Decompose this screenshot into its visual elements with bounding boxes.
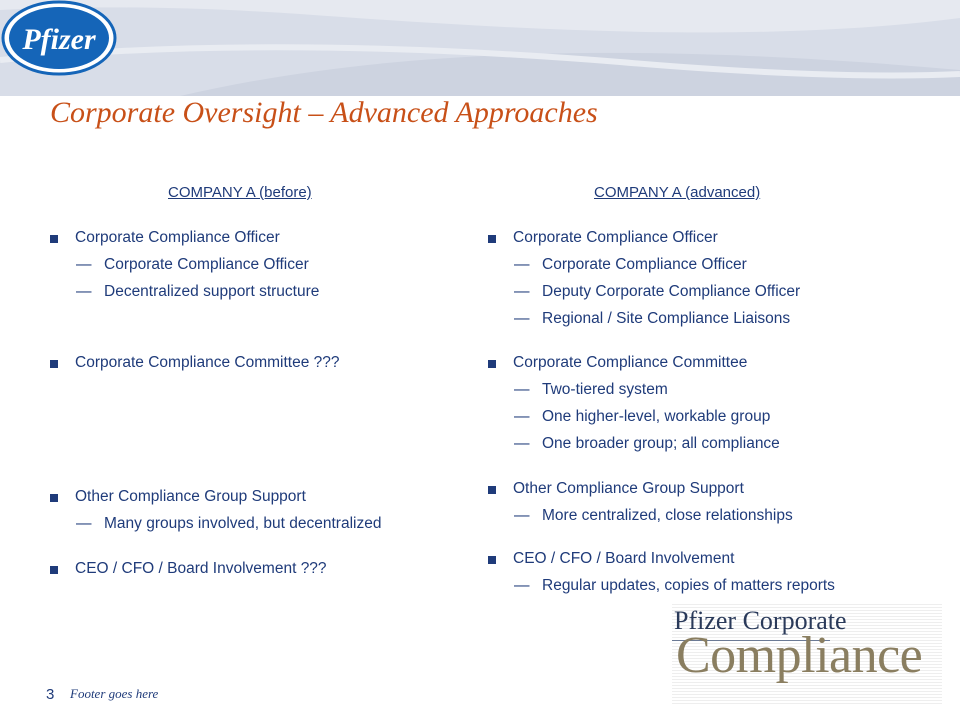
column-heading-advanced: COMPANY A (advanced) xyxy=(594,184,761,201)
bullet-label: Corporate Compliance Committee ??? xyxy=(75,354,340,371)
bullet-label: Corporate Compliance Officer xyxy=(75,229,280,246)
bullet-square-icon xyxy=(488,235,496,243)
sub-label: Two-tiered system xyxy=(542,381,668,398)
compliance-logo-line2: Compliance xyxy=(676,627,923,684)
sub-label: Deputy Corporate Compliance Officer xyxy=(542,283,801,300)
dash-marker: — xyxy=(76,515,92,532)
sub-label: Corporate Compliance Officer xyxy=(104,256,309,273)
sub-label: Regular updates, copies of matters reports xyxy=(542,577,835,594)
pfizer-logo xyxy=(0,0,118,76)
dash-marker: — xyxy=(514,577,530,594)
sub-label: Corporate Compliance Officer xyxy=(542,256,747,273)
bullet-label: Corporate Compliance Committee xyxy=(513,354,748,371)
sub-label: One broader group; all compliance xyxy=(542,435,780,452)
page-title: Corporate Oversight – Advanced Approaches xyxy=(50,96,598,129)
bullet-square-icon xyxy=(50,235,58,243)
dash-marker: — xyxy=(514,256,530,273)
bullet-square-icon xyxy=(488,556,496,564)
dash-marker: — xyxy=(514,408,530,425)
page-number: 3 xyxy=(46,686,55,703)
bullet-label: Other Compliance Group Support xyxy=(513,480,744,497)
dash-marker: — xyxy=(514,283,530,300)
sub-label: Regional / Site Compliance Liaisons xyxy=(542,310,791,327)
bullet-label: CEO / CFO / Board Involvement xyxy=(513,550,735,567)
column-heading-before: COMPANY A (before) xyxy=(168,184,312,201)
sub-label: One higher-level, workable group xyxy=(542,408,771,425)
dash-marker: — xyxy=(76,256,92,273)
header-band xyxy=(0,0,960,96)
bullet-square-icon xyxy=(488,486,496,494)
bullet-square-icon xyxy=(50,566,58,574)
dash-marker: — xyxy=(514,435,530,452)
dash-marker: — xyxy=(514,310,530,327)
pfizer-corporate-compliance-logo xyxy=(672,604,942,704)
dash-marker: — xyxy=(514,507,530,524)
sub-label: Decentralized support structure xyxy=(104,283,320,300)
bullet-label: Corporate Compliance Officer xyxy=(513,229,718,246)
bullet-label: CEO / CFO / Board Involvement ??? xyxy=(75,560,327,577)
pfizer-logo-text: Pfizer xyxy=(22,23,96,56)
bullet-label: Other Compliance Group Support xyxy=(75,488,306,505)
bullet-square-icon xyxy=(50,360,58,368)
compliance-logo-line1: Pfizer Corporate xyxy=(674,606,847,635)
dash-marker: — xyxy=(514,381,530,398)
header-wave-graphic xyxy=(0,0,960,96)
bullet-square-icon xyxy=(50,494,58,502)
footer-text: Footer goes here xyxy=(70,686,159,701)
sub-label: Many groups involved, but decentralized xyxy=(104,515,382,532)
sub-label: More centralized, close relationships xyxy=(542,507,793,524)
bullet-square-icon xyxy=(488,360,496,368)
dash-marker: — xyxy=(76,283,92,300)
